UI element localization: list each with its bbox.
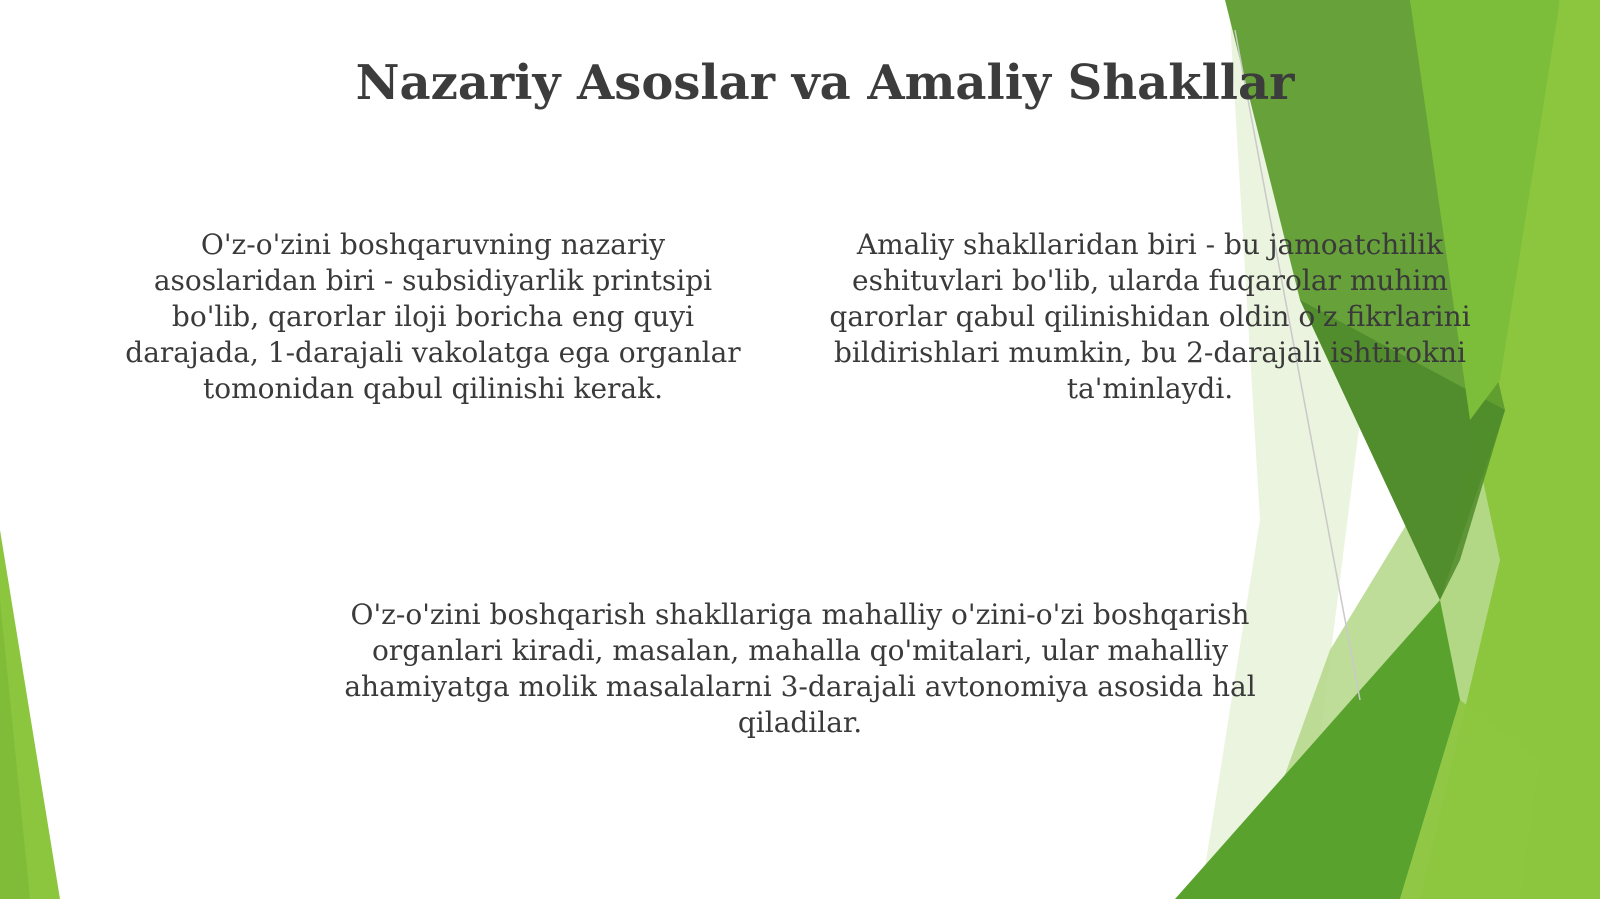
slide-title: Nazariy Asoslar va Amaliy Shakllar <box>355 55 1295 111</box>
paragraph-theory: O'z-o'zini boshqaruvning nazariy asoslaridan biri - subsidiyarlik printsipi bo'lib, qarorlar iloji boricha eng quyi darajada, 1-darajali vakolatga ega organlar tomonidan qabul qilinishi kerak. <box>125 228 741 405</box>
paragraph-practice: Amaliy shakllaridan biri - bu jamoatchilik eshituvlari bo'lib, ularda fuqarolar muhim qarorlar qabul qilinishidan oldin o'z fikrlarini bildirishlari mumkin, bu 2-darajali ishtirokni ta'minlaydi. <box>829 228 1471 405</box>
paragraph-forms: O'z-o'zini boshqarish shakllariga mahalliy o'zini-o'zi boshqarish organlari kiradi, masalan, mahalla qo'mitalari, ular mahalliy ahamiyatga molik masalalarni 3-darajali avtonomiya asosida hal qiladilar. <box>344 598 1256 739</box>
